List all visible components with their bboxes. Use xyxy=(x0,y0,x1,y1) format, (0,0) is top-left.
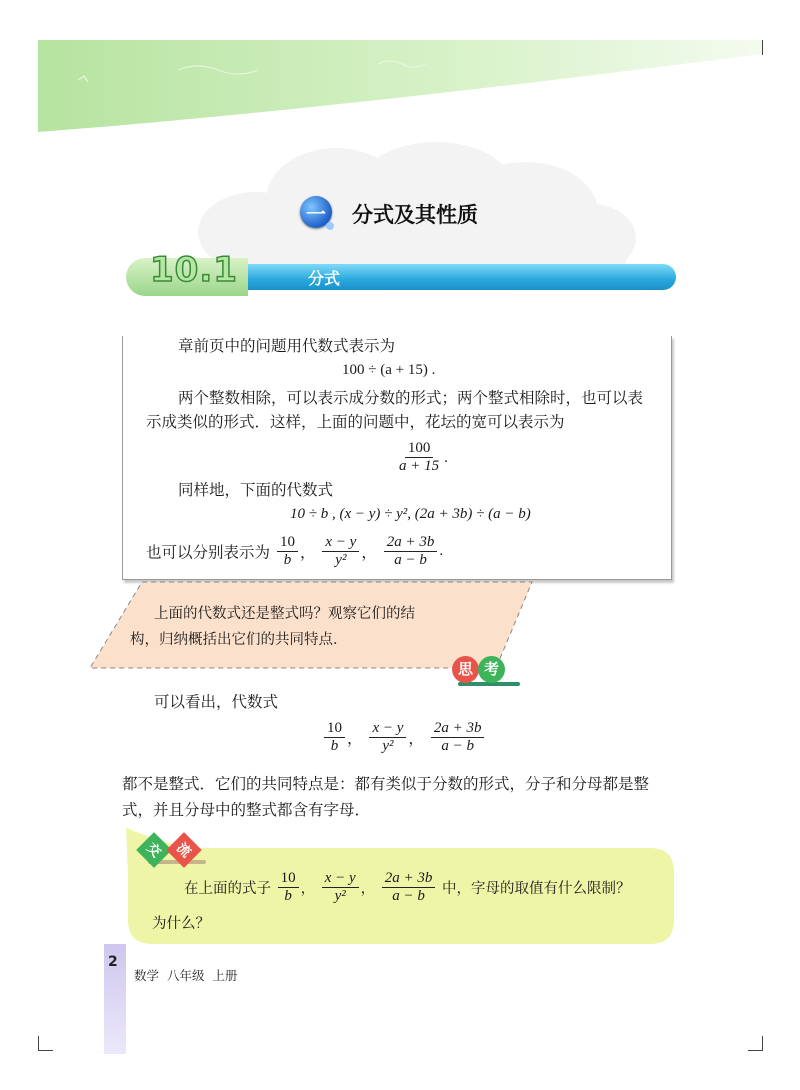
denominator: b xyxy=(330,738,339,754)
denominator: a − b xyxy=(394,552,427,568)
denominator: y² xyxy=(335,552,347,568)
fraction-2a-plus-3b-over-a-minus-b xyxy=(382,870,436,905)
exchange-line-1-prefix: 在上面的式子 xyxy=(184,881,271,897)
crop-mark-bottom-right xyxy=(748,1036,763,1051)
numerator: 2a + 3b xyxy=(384,534,438,552)
fraction-2a-plus-3b-over-a-minus-b xyxy=(384,534,438,569)
think-line-1: 上面的代数式还是整式吗？观察它们的结 xyxy=(154,606,415,622)
fraction-x-minus-y-over-y2 xyxy=(322,534,359,569)
top-banner-decoration xyxy=(38,40,762,150)
paragraph-4 xyxy=(146,534,443,569)
fraction-10-over-b xyxy=(324,720,345,755)
paragraph-1: 章前页中的问题用代数式表示为 xyxy=(178,337,396,355)
exchange-line-2: 为什么？ xyxy=(152,916,210,932)
denominator: b xyxy=(284,888,292,904)
fraction-x-minus-y-over-y2 xyxy=(369,720,406,755)
lesson-title: 分式 xyxy=(308,269,341,288)
fraction-list xyxy=(322,720,486,755)
think-label xyxy=(452,656,522,688)
numerator: x − y xyxy=(369,720,406,738)
paragraph-2-line-1: 两个整数相除，可以表示成分数的形式；两个整式相除时，也可以表 xyxy=(178,389,644,407)
exchange-label-char-1: 交 xyxy=(136,832,172,868)
expression-1: 100 ÷ (a + 15) . xyxy=(342,362,436,378)
denominator: a − b xyxy=(441,738,474,754)
fraction-10-over-b xyxy=(277,534,298,569)
separator: ， xyxy=(299,543,316,562)
section-badge-dot xyxy=(326,222,334,230)
numerator: x − y xyxy=(322,870,359,888)
crop-mark-bottom-left xyxy=(38,1036,53,1051)
paragraph-4-prefix: 也可以分别表示为 xyxy=(146,543,271,562)
numerator: x − y xyxy=(322,534,359,552)
fraction-numerator: 100 xyxy=(405,440,434,458)
section-number: 一 xyxy=(306,202,326,226)
paragraph-5: 可以看出，代数式 xyxy=(154,693,279,711)
paragraph-2-line-2: 示成类似的形式．这样，上面的问题中，花坛的宽可以表示为 xyxy=(146,413,565,431)
lesson-number: 10.1 xyxy=(150,250,238,290)
fraction-100-over-a-plus-15 xyxy=(394,440,448,475)
numerator: 10 xyxy=(278,870,299,888)
exchange-line-1 xyxy=(184,870,631,905)
separator: ， xyxy=(361,543,377,562)
exchange-label xyxy=(140,836,212,868)
separator: ， xyxy=(300,881,316,897)
denominator: y² xyxy=(334,888,346,904)
separator: ， xyxy=(408,729,424,748)
book-title: 数学 八年级 上册 xyxy=(134,968,238,983)
denominator: y² xyxy=(382,738,394,754)
fraction-denominator: a + 15 xyxy=(399,458,440,474)
denominator: a − b xyxy=(392,888,425,904)
numerator: 2a + 3b xyxy=(382,870,436,888)
fraction-10-over-b xyxy=(278,870,299,905)
separator: ， xyxy=(347,729,363,748)
numerator: 2a + 3b xyxy=(431,720,485,738)
fraction-x-minus-y-over-y2 xyxy=(322,870,359,905)
exchange-line-1-suffix: 中，字母的取值有什么限制？ xyxy=(442,881,631,897)
paragraph-6-line-1: 都不是整式．它们的共同特点是：都有类似于分数的形式，分子和分母都是整 xyxy=(122,775,650,793)
paragraph-3: 同样地，下面的代数式 xyxy=(178,481,334,499)
think-label-char-2: 考 xyxy=(478,656,505,683)
paragraph-6-line-2: 式，并且分母中的整式都含有字母． xyxy=(122,801,371,819)
denominator: b xyxy=(283,552,292,568)
think-line-2: 构，归纳概括出它们的共同特点． xyxy=(130,632,348,648)
exchange-label-char-2: 流 xyxy=(166,832,202,868)
numerator: 10 xyxy=(324,720,345,738)
fraction-period: . xyxy=(444,450,448,466)
expression-2: 10 ÷ b , (x − y) ÷ y², (2a + 3b) ÷ (a − b) xyxy=(290,506,531,522)
separator: ， xyxy=(360,881,376,897)
section-title: 分式及其性质 xyxy=(352,203,478,227)
page-number: 2 xyxy=(108,954,118,970)
think-label-char-1: 思 xyxy=(452,656,479,683)
fraction-2a-plus-3b-over-a-minus-b xyxy=(431,720,485,755)
numerator: 10 xyxy=(277,534,298,552)
end-period: . xyxy=(439,543,444,559)
